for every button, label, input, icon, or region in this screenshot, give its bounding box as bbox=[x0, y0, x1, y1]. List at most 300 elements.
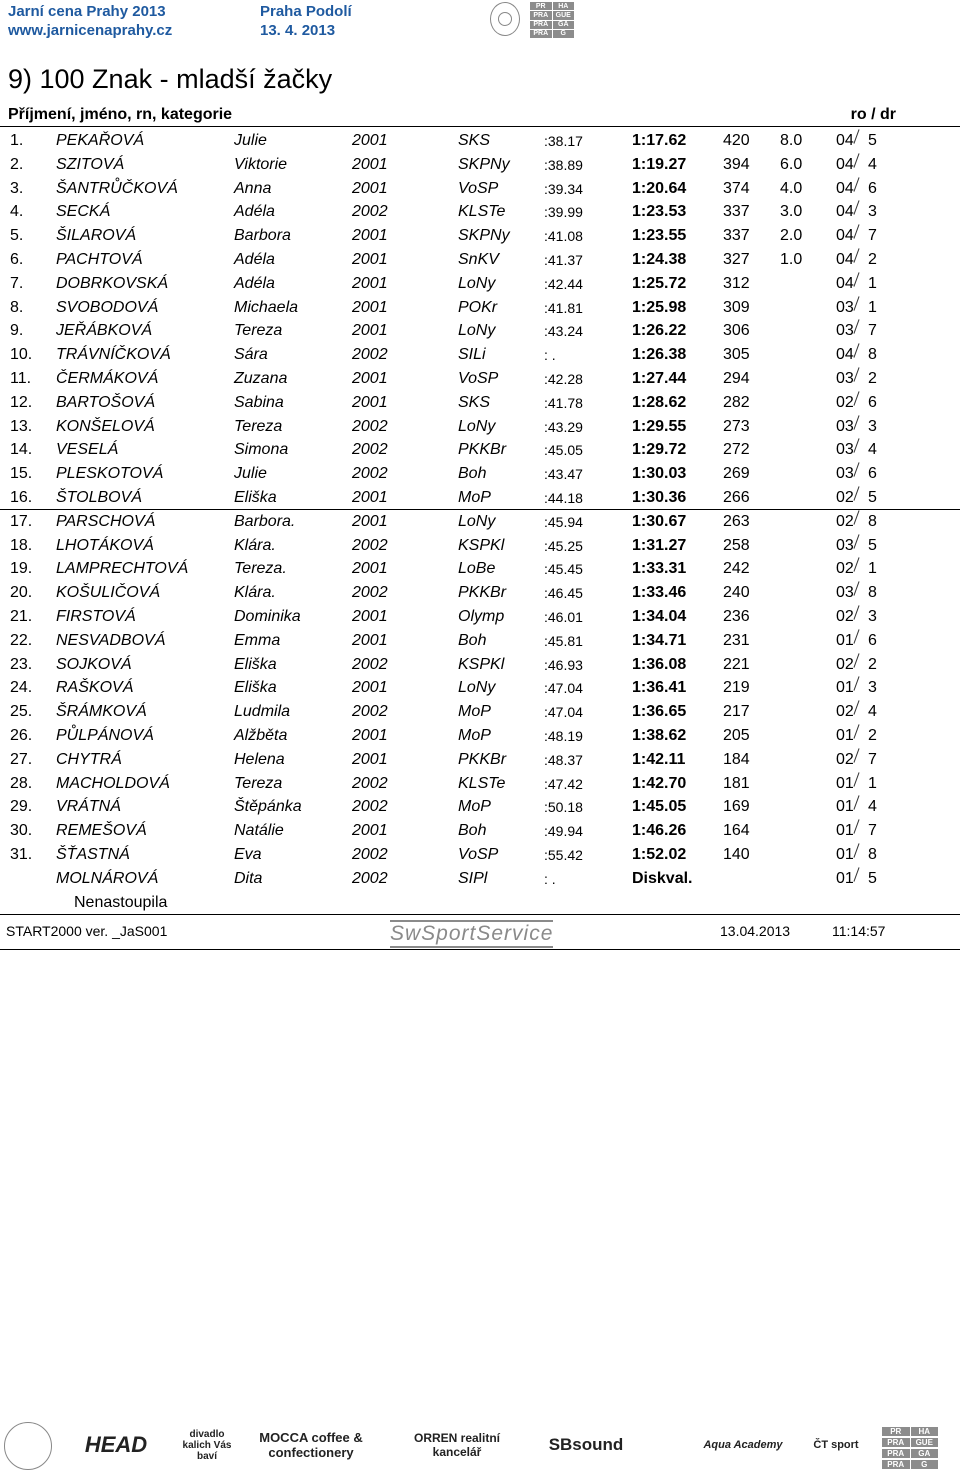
cell-surname: ŠŤASTNÁ bbox=[56, 846, 130, 863]
cell-heat: 04 bbox=[836, 179, 854, 197]
heat-lane-separator bbox=[853, 153, 859, 167]
cell-surname: VESELÁ bbox=[56, 441, 119, 459]
cell-final-time: 1:19.27 bbox=[632, 155, 687, 173]
cell-final-time: 1:23.53 bbox=[632, 203, 687, 221]
cell-points: 327 bbox=[723, 251, 750, 268]
cell-split-time: : . bbox=[544, 347, 556, 364]
cell-surname: JEŘÁBKOVÁ bbox=[56, 322, 153, 340]
praha-logo-cell: GA bbox=[553, 21, 575, 29]
cell-birth-year: 2001 bbox=[352, 179, 388, 197]
cell-final-time: 1:17.62 bbox=[632, 132, 687, 149]
table-row bbox=[0, 177, 960, 201]
cell-first-name: Tereza bbox=[234, 417, 283, 435]
praha-logo-cell: GUE bbox=[911, 1438, 939, 1447]
heat-lane-separator bbox=[853, 367, 859, 381]
heat-lane-separator bbox=[853, 581, 859, 595]
cell-club: LoBe bbox=[458, 560, 496, 578]
cell-club: SKS bbox=[458, 132, 491, 149]
cell-birth-year: 2001 bbox=[352, 822, 388, 840]
cell-points: 266 bbox=[723, 489, 750, 506]
table-row bbox=[0, 795, 960, 819]
cell-club: SILi bbox=[458, 346, 486, 364]
cell-heat: 02 bbox=[836, 489, 854, 506]
heat-lane-separator bbox=[853, 129, 859, 143]
cell-heat: 03 bbox=[836, 441, 854, 459]
cell-surname: ŠANTRŮČKOVÁ bbox=[56, 179, 178, 197]
praha-logo-cell: HA bbox=[553, 2, 575, 10]
cell-lane: 4 bbox=[868, 798, 877, 816]
cell-birth-year: 2001 bbox=[352, 512, 388, 530]
cell-points: 184 bbox=[723, 750, 750, 768]
cell-first-name: Klára. bbox=[234, 536, 276, 554]
cell-heat: 03 bbox=[836, 536, 854, 554]
table-row bbox=[0, 534, 960, 558]
print-time: 11:14:57 bbox=[832, 923, 886, 939]
cell-birth-year: 2002 bbox=[352, 774, 388, 792]
cell-heat: 02 bbox=[836, 655, 854, 673]
cell-final-time: 1:30.67 bbox=[632, 512, 687, 530]
cell-split-time: :55.42 bbox=[544, 847, 583, 863]
cell-points: 374 bbox=[723, 179, 750, 197]
cell-birth-year: 2002 bbox=[352, 846, 388, 863]
cell-birth-year: 2001 bbox=[352, 631, 388, 649]
cell-birth-year: 2001 bbox=[352, 679, 388, 697]
cell-rank: 25. bbox=[10, 703, 33, 721]
heat-lane-separator bbox=[853, 558, 859, 572]
heat-lane-separator bbox=[853, 629, 859, 643]
praha-logo-cell: GA bbox=[911, 1449, 939, 1458]
cell-lane: 5 bbox=[868, 489, 877, 506]
cell-birth-year: 2001 bbox=[352, 298, 388, 316]
cell-first-name: Tereza. bbox=[234, 560, 287, 578]
final-divider bbox=[0, 509, 960, 510]
cell-rank: 22. bbox=[10, 631, 33, 649]
heat-lane-separator bbox=[853, 391, 859, 405]
cell-heat: 02 bbox=[836, 512, 854, 530]
sponsor-head: HEAD bbox=[84, 1432, 148, 1457]
cell-lane: 6 bbox=[868, 465, 877, 483]
cell-final-time: Diskval. bbox=[632, 869, 693, 887]
cell-split-time: :41.37 bbox=[544, 252, 583, 268]
cell-surname: VRÁTNÁ bbox=[56, 798, 121, 816]
cell-club: KLSTe bbox=[458, 774, 506, 792]
cell-split-time: :47.42 bbox=[544, 775, 583, 792]
cell-first-name: Tereza bbox=[234, 774, 283, 792]
table-row bbox=[0, 200, 960, 224]
table-row bbox=[0, 415, 960, 439]
cell-heat: 03 bbox=[836, 298, 854, 316]
table-row bbox=[0, 272, 960, 296]
software-version: START2000 ver. _JaS001 bbox=[6, 923, 168, 939]
event-url[interactable]: www.jarnicenaprahy.cz bbox=[8, 22, 173, 39]
cell-surname: KOŠULIČOVÁ bbox=[56, 584, 161, 602]
table-row bbox=[0, 438, 960, 462]
cell-birth-year: 2002 bbox=[352, 346, 388, 364]
praha-logo-cell: G bbox=[553, 30, 575, 38]
cell-surname: SOJKOVÁ bbox=[56, 655, 132, 673]
cell-points: 169 bbox=[723, 798, 750, 816]
heat-lane-separator bbox=[853, 462, 859, 476]
cell-split-time: :47.04 bbox=[544, 680, 583, 697]
heat-lane-separator bbox=[853, 343, 859, 357]
cell-birth-year: 2002 bbox=[352, 655, 388, 673]
cell-split-time: :41.81 bbox=[544, 299, 583, 316]
cell-surname: PŮLPÁNOVÁ bbox=[56, 727, 154, 744]
cell-lane: 8 bbox=[868, 346, 877, 364]
cell-heat: 04 bbox=[836, 227, 854, 245]
cell-heat: 01 bbox=[836, 869, 854, 887]
cell-club: KSPKl bbox=[458, 536, 505, 554]
cell-surname: ČERMÁKOVÁ bbox=[56, 370, 159, 387]
cell-first-name: Tereza bbox=[234, 322, 283, 340]
cell-club: LoNy bbox=[458, 274, 496, 292]
cell-lane: 3 bbox=[868, 417, 877, 435]
cell-rank: 28. bbox=[10, 774, 33, 792]
cell-lane: 1 bbox=[868, 774, 877, 792]
cell-heat: 01 bbox=[836, 679, 854, 697]
cell-lane: 1 bbox=[868, 298, 877, 316]
cell-lane: 1 bbox=[868, 274, 877, 292]
cell-first-name: Michaela bbox=[234, 298, 299, 316]
cell-points: 273 bbox=[723, 417, 750, 435]
cell-first-name: Sára bbox=[234, 346, 268, 364]
cell-rank: 13. bbox=[10, 417, 33, 435]
cell-split-time: : . bbox=[544, 870, 556, 887]
cell-first-name: Adéla bbox=[234, 203, 275, 221]
cell-club: MoP bbox=[458, 489, 491, 506]
cell-heat: 01 bbox=[836, 727, 854, 744]
cell-surname: NESVADBOVÁ bbox=[56, 631, 166, 649]
praha-logo-cell: PRA bbox=[882, 1438, 910, 1447]
cell-first-name: Emma bbox=[234, 631, 281, 649]
cell-points: 420 bbox=[723, 132, 750, 149]
sponsor-sbsound: SBsound bbox=[548, 1435, 624, 1454]
cell-heat: 04 bbox=[836, 274, 854, 292]
cell-heat: 04 bbox=[836, 346, 854, 364]
table-row bbox=[0, 700, 960, 724]
heat-lane-separator bbox=[853, 415, 859, 429]
cell-club: MoP bbox=[458, 727, 491, 744]
cell-points: 263 bbox=[723, 512, 750, 530]
cell-birth-year: 2001 bbox=[352, 489, 388, 506]
cell-split-time: :43.29 bbox=[544, 418, 583, 435]
cell-first-name: Simona bbox=[234, 441, 289, 459]
cell-split-time: :39.34 bbox=[544, 180, 583, 197]
cell-split-time: :38.89 bbox=[544, 156, 583, 173]
cell-first-name: Dita bbox=[234, 869, 263, 887]
cell-first-name: Adéla bbox=[234, 274, 275, 292]
heat-lane-separator bbox=[853, 510, 859, 524]
table-row bbox=[0, 462, 960, 486]
cell-heat: 03 bbox=[836, 322, 854, 340]
heat-lane-separator bbox=[853, 605, 859, 619]
cell-birth-year: 2002 bbox=[352, 703, 388, 721]
cell-split-time: :41.08 bbox=[544, 228, 583, 245]
cell-split-time: :46.93 bbox=[544, 656, 583, 673]
table-row bbox=[0, 319, 960, 343]
cell-points: 217 bbox=[723, 703, 750, 721]
cell-final-time: 1:25.98 bbox=[632, 298, 687, 316]
cell-split-time: :41.78 bbox=[544, 394, 583, 411]
cell-rank: 26. bbox=[10, 727, 33, 744]
cell-heat: 03 bbox=[836, 584, 854, 602]
cell-final-time: 1:24.38 bbox=[632, 251, 687, 268]
table-row bbox=[0, 224, 960, 248]
cell-points: 181 bbox=[723, 774, 750, 792]
cell-club: MoP bbox=[458, 703, 491, 721]
cell-split-time: :42.28 bbox=[544, 371, 583, 387]
heat-lane-separator bbox=[853, 320, 859, 334]
heat-lane-separator bbox=[853, 700, 859, 714]
cell-points: 312 bbox=[723, 274, 750, 292]
cell-club: PKKBr bbox=[458, 584, 507, 602]
cell-heat: 01 bbox=[836, 798, 854, 816]
heat-lane-separator bbox=[853, 224, 859, 238]
non-starter-label: Nenastoupila bbox=[74, 894, 168, 911]
cell-points: 240 bbox=[723, 584, 750, 602]
event-location: Praha Podolí bbox=[260, 3, 352, 20]
cell-points: 236 bbox=[723, 608, 750, 625]
cell-club: Olymp bbox=[458, 608, 505, 625]
cell-split-time: :46.45 bbox=[544, 585, 583, 602]
cell-heat: 04 bbox=[836, 203, 854, 221]
cell-rank: 1. bbox=[10, 132, 24, 149]
cell-club: KLSTe bbox=[458, 203, 506, 221]
cell-split-time: :45.81 bbox=[544, 632, 583, 649]
cell-rank: 8. bbox=[10, 298, 24, 316]
cell-points: 305 bbox=[723, 346, 750, 364]
cell-club: VoSP bbox=[458, 846, 499, 863]
cell-club: SnKV bbox=[458, 251, 499, 268]
cell-split-time: :45.25 bbox=[544, 537, 583, 554]
table-row bbox=[0, 605, 960, 629]
cell-split-time: :42.44 bbox=[544, 275, 583, 292]
cell-first-name: Eliška bbox=[234, 655, 277, 673]
event-date: 13. 4. 2013 bbox=[260, 22, 336, 39]
cell-surname: REMEŠOVÁ bbox=[56, 822, 147, 840]
cell-final-time: 1:34.71 bbox=[632, 631, 687, 649]
heat-lane-separator bbox=[853, 796, 859, 810]
cell-surname: KONŠELOVÁ bbox=[56, 417, 155, 435]
praha-logo-cell: PRA bbox=[530, 11, 552, 19]
cell-rank: 24. bbox=[10, 679, 33, 697]
cell-points: 306 bbox=[723, 322, 750, 340]
table-row bbox=[0, 748, 960, 772]
cell-surname: SZITOVÁ bbox=[56, 155, 125, 173]
cell-points: 282 bbox=[723, 393, 750, 411]
cell-split-time: :43.47 bbox=[544, 466, 583, 483]
cell-final-time: 1:36.65 bbox=[632, 703, 687, 721]
cell-final-time: 1:30.36 bbox=[632, 489, 687, 506]
cell-heat: 02 bbox=[836, 560, 854, 578]
cell-heat: 03 bbox=[836, 370, 854, 387]
cell-rank: 27. bbox=[10, 750, 33, 768]
cell-points: 258 bbox=[723, 536, 750, 554]
column-header-competitor: Příjmení, jméno, rn, kategorie bbox=[8, 106, 233, 123]
heat-lane-separator bbox=[853, 677, 859, 691]
praha-logo-cell: PRA bbox=[530, 21, 552, 29]
cell-birth-year: 2001 bbox=[352, 132, 388, 149]
cell-club: LoNy bbox=[458, 417, 496, 435]
cell-rank: 29. bbox=[10, 798, 33, 816]
cell-birth-year: 2001 bbox=[352, 155, 388, 173]
praha-logo-cell: PR bbox=[882, 1427, 910, 1436]
sponsor-ct-sport: ČT sport bbox=[813, 1439, 859, 1451]
cell-lane: 2 bbox=[868, 251, 877, 268]
cell-first-name: Štěpánka bbox=[234, 798, 302, 816]
cell-surname: RAŠKOVÁ bbox=[56, 679, 134, 697]
cell-split-time: :46.01 bbox=[544, 609, 583, 625]
cell-surname: ŠRÁMKOVÁ bbox=[56, 703, 147, 721]
cell-surname: TRÁVNÍČKOVÁ bbox=[56, 346, 171, 364]
cell-final-time: 1:42.70 bbox=[632, 774, 687, 792]
cell-surname: BARTOŠOVÁ bbox=[56, 393, 155, 411]
cell-final-time: 1:30.03 bbox=[632, 465, 687, 483]
praha-logo-cell: PRA bbox=[882, 1460, 910, 1469]
cell-heat: 04 bbox=[836, 155, 854, 173]
cell-split-time: :44.18 bbox=[544, 490, 583, 506]
cell-points: 309 bbox=[723, 298, 750, 316]
cell-split-time: :39.99 bbox=[544, 204, 583, 221]
cell-heat: 01 bbox=[836, 631, 854, 649]
cell-split-time: :49.94 bbox=[544, 823, 583, 840]
heat-lane-separator bbox=[853, 201, 859, 215]
cell-score-points: 8.0 bbox=[780, 132, 803, 149]
cell-club: PKKBr bbox=[458, 441, 507, 459]
cell-score-points: 4.0 bbox=[780, 179, 803, 197]
cell-heat: 02 bbox=[836, 750, 854, 768]
cell-rank: 18. bbox=[10, 536, 33, 554]
cell-split-time: :43.24 bbox=[544, 323, 583, 340]
cell-surname: PEKAŘOVÁ bbox=[56, 132, 145, 149]
cell-club: LoNy bbox=[458, 322, 496, 340]
cell-birth-year: 2002 bbox=[352, 203, 388, 221]
cell-birth-year: 2002 bbox=[352, 536, 388, 554]
cell-points: 219 bbox=[723, 679, 750, 697]
cell-final-time: 1:20.64 bbox=[632, 179, 687, 197]
event-name: Jarní cena Prahy 2013 bbox=[8, 3, 166, 20]
cell-club: VoSP bbox=[458, 179, 499, 197]
cell-lane: 6 bbox=[868, 393, 877, 411]
cell-split-time: :45.94 bbox=[544, 513, 583, 530]
heat-lane-separator bbox=[853, 772, 859, 786]
cell-club: LoNy bbox=[458, 679, 496, 697]
cell-birth-year: 2001 bbox=[352, 227, 388, 245]
table-row bbox=[0, 843, 960, 867]
cell-lane: 8 bbox=[868, 584, 877, 602]
cell-rank: 3. bbox=[10, 179, 24, 197]
sponsor-bohemians-seal bbox=[4, 1422, 52, 1470]
cell-final-time: 1:36.08 bbox=[632, 655, 687, 673]
cell-surname: DOBRKOVSKÁ bbox=[56, 274, 169, 292]
print-date: 13.04.2013 bbox=[720, 923, 791, 939]
table-row bbox=[0, 510, 960, 534]
cell-lane: 3 bbox=[868, 203, 877, 221]
table-row bbox=[0, 867, 960, 891]
cell-heat: 04 bbox=[836, 251, 854, 268]
cell-birth-year: 2001 bbox=[352, 560, 388, 578]
cell-final-time: 1:29.72 bbox=[632, 441, 687, 459]
cell-final-time: 1:34.04 bbox=[632, 608, 687, 625]
table-row bbox=[0, 129, 960, 153]
cell-surname: FIRSTOVÁ bbox=[56, 608, 136, 625]
praha-logo-cell: PR bbox=[530, 2, 552, 10]
praha-logo-cell: GUE bbox=[553, 11, 575, 19]
cell-split-time: :48.19 bbox=[544, 728, 583, 744]
cell-split-time: :47.04 bbox=[544, 704, 583, 721]
cell-heat: 03 bbox=[836, 465, 854, 483]
cell-lane: 7 bbox=[868, 750, 877, 768]
cell-birth-year: 2002 bbox=[352, 417, 388, 435]
cell-birth-year: 2002 bbox=[352, 465, 388, 483]
cell-lane: 2 bbox=[868, 370, 877, 387]
cell-rank: 5. bbox=[10, 227, 24, 245]
sponsor-aqua: Aqua Academy bbox=[703, 1439, 783, 1451]
cell-score-points: 1.0 bbox=[780, 251, 803, 268]
cell-rank: 12. bbox=[10, 393, 33, 411]
cell-club: SKPNy bbox=[458, 227, 510, 245]
cell-final-time: 1:46.26 bbox=[632, 822, 687, 840]
table-row bbox=[0, 486, 960, 510]
cell-points: 231 bbox=[723, 631, 750, 649]
cell-first-name: Dominika bbox=[234, 608, 301, 625]
cell-final-time: 1:23.55 bbox=[632, 227, 687, 245]
cell-points: 140 bbox=[723, 846, 750, 863]
cell-lane: 5 bbox=[868, 132, 877, 149]
cell-surname: PLESKOTOVÁ bbox=[56, 465, 164, 483]
table-row bbox=[0, 629, 960, 653]
cell-rank: 30. bbox=[10, 822, 33, 840]
cell-points: 337 bbox=[723, 203, 750, 221]
cell-final-time: 1:36.41 bbox=[632, 679, 687, 697]
cell-heat: 01 bbox=[836, 774, 854, 792]
cell-final-time: 1:28.62 bbox=[632, 393, 687, 411]
cell-rank: 19. bbox=[10, 560, 33, 578]
cell-score-points: 6.0 bbox=[780, 155, 803, 173]
cell-final-time: 1:25.72 bbox=[632, 274, 687, 292]
cell-club: MoP bbox=[458, 798, 491, 816]
cell-rank: 2. bbox=[10, 155, 24, 173]
cell-heat: 01 bbox=[836, 822, 854, 840]
swsportservice-logo: SwSportService bbox=[390, 920, 553, 948]
cell-rank: 6. bbox=[10, 251, 24, 268]
cell-surname: LHOTÁKOVÁ bbox=[56, 536, 154, 554]
table-row bbox=[0, 367, 960, 391]
heat-lane-separator bbox=[853, 296, 859, 310]
cell-lane: 5 bbox=[868, 536, 877, 554]
cell-lane: 6 bbox=[868, 631, 877, 649]
cell-points: 294 bbox=[723, 370, 750, 387]
cell-birth-year: 2001 bbox=[352, 370, 388, 387]
cell-points: 221 bbox=[723, 655, 750, 673]
cell-split-time: :38.17 bbox=[544, 133, 583, 149]
cell-split-time: :48.37 bbox=[544, 751, 583, 768]
sponsor-mocca: MOCCA coffee & confectionery bbox=[259, 1430, 363, 1460]
cell-surname: MOLNÁROVÁ bbox=[56, 869, 159, 887]
cell-first-name: Eliška bbox=[234, 679, 277, 697]
cell-first-name: Viktorie bbox=[234, 155, 288, 173]
sponsor-praha-logo bbox=[882, 1426, 938, 1470]
cell-lane: 8 bbox=[868, 512, 877, 530]
cell-points: 337 bbox=[723, 227, 750, 245]
cell-points: 205 bbox=[723, 727, 750, 744]
cell-lane: 6 bbox=[868, 179, 877, 197]
cell-lane: 5 bbox=[868, 869, 877, 887]
cell-final-time: 1:33.31 bbox=[632, 560, 687, 578]
cell-birth-year: 2002 bbox=[352, 869, 388, 887]
cell-final-time: 1:26.38 bbox=[632, 346, 687, 364]
cell-rank: 9. bbox=[10, 322, 24, 340]
